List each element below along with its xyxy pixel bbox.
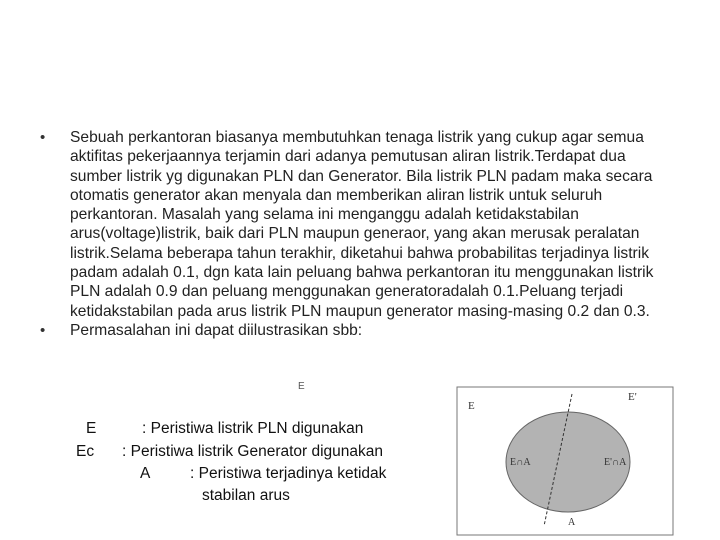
bullet-dot-icon: • [40,321,46,339]
venn-label-a: A [568,517,576,528]
venn-label-ec: E' [628,391,637,403]
venn-diagram [456,386,674,536]
definition-desc: : Peristiwa listrik Generator digunakan [122,443,384,460]
bullet-text-2: Permasalahan ini dapat diilustrasikan sbb: [70,321,363,339]
bullet-dot-icon: • [40,129,46,146]
definition-term: Ec [76,443,95,460]
venn-label-ec-and-a: E'∩A [604,457,627,468]
definition-desc: : Peristiwa listrik PLN digunakan [142,420,364,437]
bullet-item-2 [40,321,670,340]
definition-desc: stabilan arus [202,487,290,504]
small-e-label: E [298,381,305,392]
venn-label-e-and-a: E∩A [510,457,531,468]
bullet-text-1: Sebuah perkantoran biasanya membutuhkan tenaga listrik yang cukup agar semua aktifitas pekerjaannya terjamin dari adanya pemutusan aliran listrik.Terdapat dua sumber listrik yg digunakan PLN dan Generator. Bila listrik PLN padam maka secara otomatis generator akan menyala dan memberikan aliran listrik untuk seluruh perkantoran. Masalah yang selama ini menganggu adalah ketidakstabilan arus(voltage)listrik, baik dari PLN maupun generaor, yang akan merusak peralatan listrik.Selama beberapa tahun terakhir, diketahui bahwa probabilitas terjadinya listrik padam adalah 0.1, dgn kata lain peluang bahwa perkantoran itu menggunakan listrik PLN adalah 0.9 dan peluang menggunakan generatoradalah 0.1.Peluang terjadi ketidakstabilan pada arus listrik PLN maupun generator masing-masing 0.2 dan 0.3. [70,129,654,320]
definition-term: A [140,465,151,482]
definition-desc: : Peristiwa terjadinya ketidak [190,465,387,482]
bullet-item-1 [40,128,670,321]
definition-term: E [86,420,97,437]
venn-label-e: E [468,400,475,412]
bullet-list [40,128,670,340]
